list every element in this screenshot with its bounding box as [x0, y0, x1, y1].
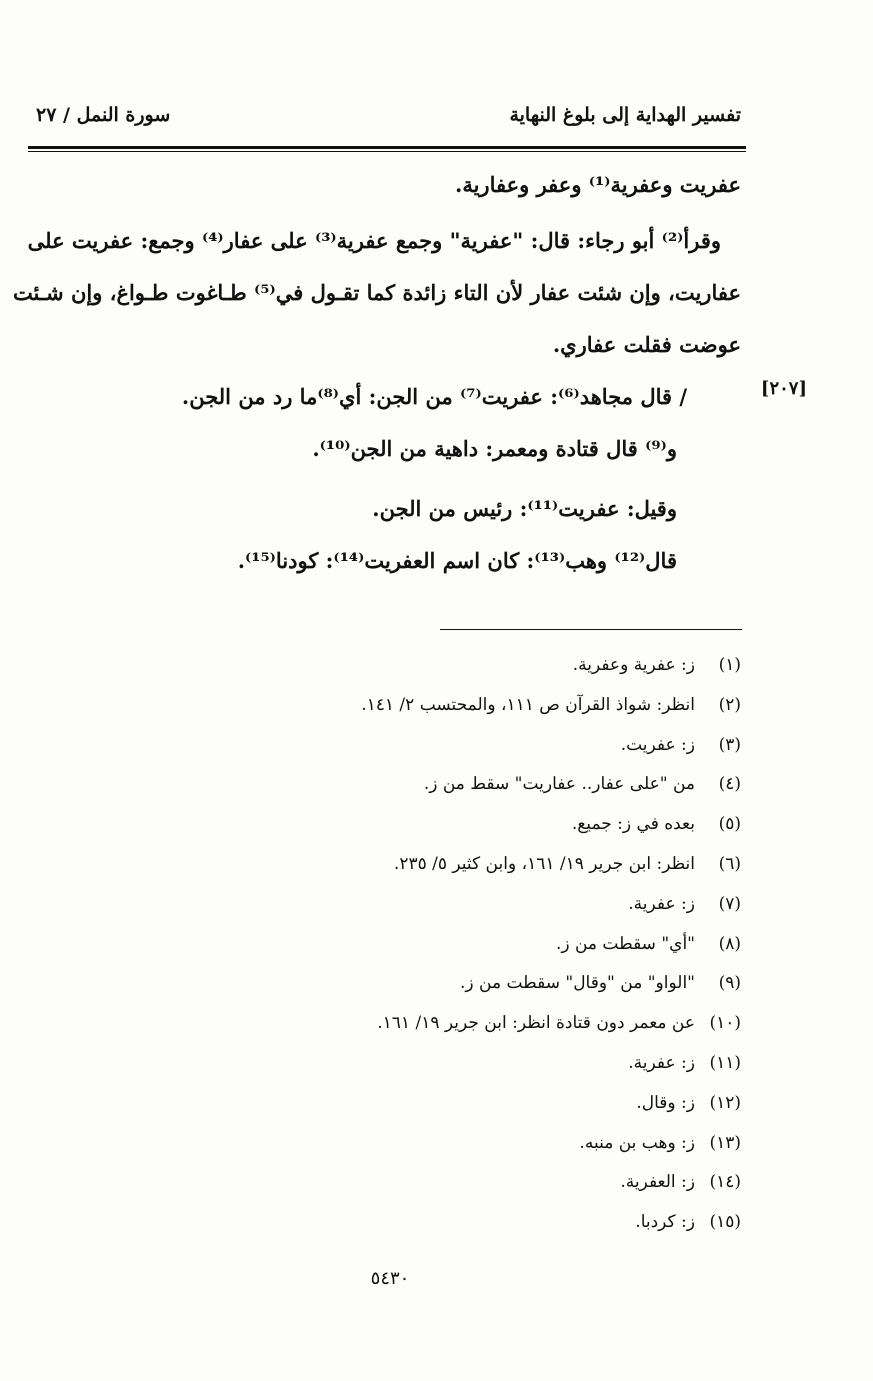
- footnote: [573, 655, 741, 675]
- footnote: [361, 695, 741, 715]
- footnote-text: انظر: شواذ القرآن ص ١١١، والمحتسب ٢/ ١٤١.: [361, 694, 695, 715]
- body-line: / قال مجاهد⁽⁶⁾: عفريت⁽⁷⁾ من الجن: أي⁽⁸⁾ما رد من الجن.: [181, 384, 687, 409]
- header-rule-thin: [28, 151, 746, 152]
- footnote-number: (٩): [718, 973, 741, 994]
- header-rule-thick: [28, 146, 746, 149]
- footnote: [636, 1093, 741, 1113]
- footnote: [628, 1053, 741, 1073]
- footnote: [377, 1013, 741, 1033]
- footnote-number: (١٣): [709, 1132, 741, 1153]
- footnote: [635, 1212, 741, 1232]
- footnote: [621, 735, 741, 755]
- footnote-number: (٥): [718, 814, 741, 835]
- footnote-text: "الواو" من "وقال" سقطت من ز.: [460, 973, 695, 994]
- footnote-text: عن معمر دون قتادة انظر: ابن جرير ١٩/ ١٦١.: [377, 1013, 695, 1034]
- footnote-number: (١٠): [709, 1013, 741, 1034]
- footnote-text: ز: كردبا.: [635, 1212, 695, 1233]
- footnote: [460, 973, 741, 993]
- body-line: عوضت فقلت عفاري.: [552, 332, 741, 357]
- footnote: [620, 1172, 741, 1192]
- body-line: وقرأ⁽²⁾ أبو رجاء: قال: "عفرية" وجمع عفرية⁽³⁾ على عفار⁽⁴⁾ وجمع: عفريت على: [27, 228, 721, 253]
- running-header-surah: سورة النمل / ٢٧: [36, 104, 171, 126]
- footnote-text: ز: عفرية.: [628, 1053, 695, 1073]
- page-number: ٥٤٣٠: [370, 1268, 410, 1289]
- footnote-text: ز: العفرية.: [620, 1172, 695, 1193]
- running-header-book-title: تفسير الهداية إلى بلوغ النهاية: [509, 104, 741, 126]
- footnote: [394, 854, 741, 874]
- footnote-number: (١٤): [709, 1172, 741, 1193]
- footnote-text: ز: عفريت.: [620, 734, 695, 755]
- footnote-text: من "على عفار.. عفاريت" سقط من ز.: [423, 774, 695, 795]
- body-line: وقيل: عفريت⁽¹¹⁾: رئيس من الجن.: [372, 496, 677, 521]
- footnote: [556, 934, 741, 954]
- body-line: قال⁽¹²⁾ وهب⁽¹³⁾: كان اسم العفريت⁽¹⁴⁾: كودنا⁽¹⁵⁾.: [237, 548, 677, 573]
- footnote-number: (٧): [718, 893, 741, 914]
- footnote-text: ز: وقال.: [636, 1092, 695, 1113]
- footnote-text: انظر: ابن جرير ١٩/ ١٦١، وابن كثير ٥/ ٢٣٥.: [393, 854, 695, 874]
- body-line: عفريت وعفرية⁽¹⁾ وعفر وعفارية.: [455, 172, 741, 197]
- footnote-number: (١٢): [709, 1092, 741, 1113]
- footnote-text: بعده في ز: جميع.: [571, 814, 695, 835]
- footnote-text: ز: عفرية وعفرية.: [572, 655, 695, 675]
- footnote: [628, 894, 741, 914]
- footnote-text: ز: وهب بن منبه.: [579, 1132, 695, 1153]
- footnote-number: (٣): [718, 734, 741, 755]
- footnote: [424, 774, 741, 794]
- body-line: و⁽⁹⁾ قال قتادة ومعمر: داهية من الجن⁽¹⁰⁾.: [312, 436, 677, 461]
- footnote: [579, 1133, 741, 1153]
- footnote-number: (١): [718, 655, 741, 675]
- footnote-text: "أي" سقطت من ز.: [555, 933, 695, 954]
- footnote-number: (٨): [718, 933, 741, 954]
- footnote-number: (٤): [718, 774, 741, 795]
- footnote: [572, 814, 741, 834]
- footnote-separator: [440, 629, 742, 630]
- footnote-number: (١١): [709, 1053, 741, 1073]
- footnote-number: (١٥): [709, 1212, 741, 1233]
- footnote-text: ز: عفرية.: [628, 893, 695, 914]
- margin-folio-reference: [٢٠٧]: [760, 378, 807, 399]
- body-line: عفاريت، وإن شئت عفار لأن التاء زائدة كما تقـول في⁽⁵⁾ طـاغوت طـواغ، وإن شـئت: [12, 280, 741, 305]
- footnote-number: (٦): [718, 854, 741, 874]
- footnote-number: (٢): [718, 694, 741, 715]
